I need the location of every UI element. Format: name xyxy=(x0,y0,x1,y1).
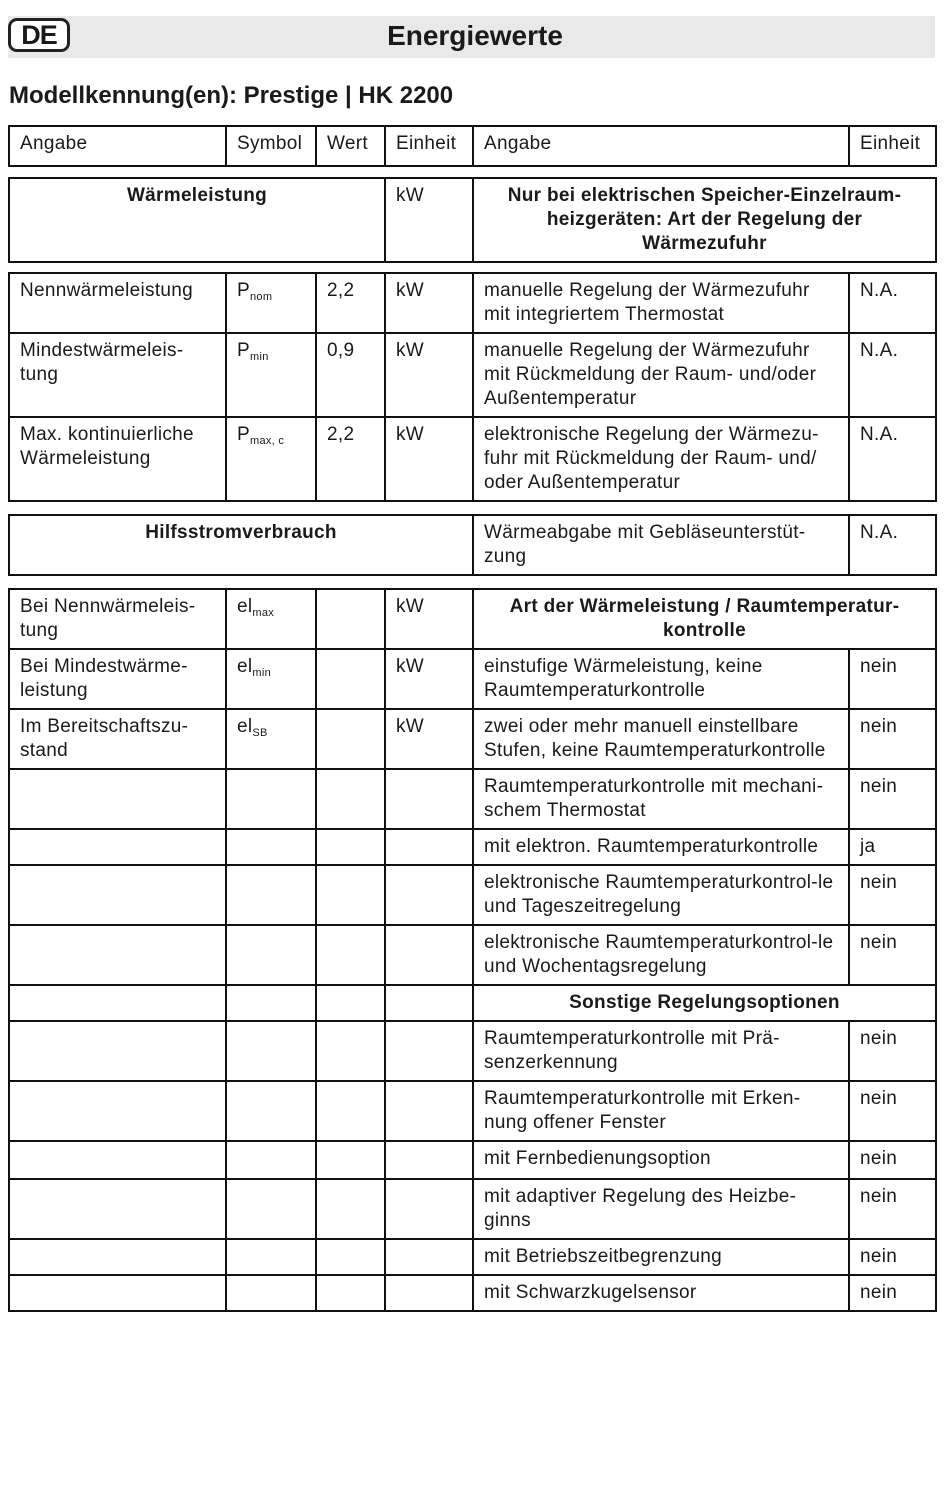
table-row xyxy=(9,649,936,709)
row-unit: kW xyxy=(385,649,473,709)
row-label: Nennwärmeleistung xyxy=(9,273,226,333)
row-right-value: N.A. xyxy=(849,273,936,333)
row-symbol: $P_{nom}$ xyxy=(226,273,316,333)
row-unit: kW xyxy=(385,709,473,769)
row-right-text: mit adaptiver Regelung des Heizbe-ginns xyxy=(473,1179,849,1239)
model-identifier: Modellkennung(en): Prestige | HK 2200 xyxy=(9,82,454,109)
row-right-text: mit Fernbedienungsoption xyxy=(473,1141,849,1179)
section-title-heat-output: Wärmeleistung xyxy=(9,178,385,262)
row-symbol: $el_{SB}$ xyxy=(226,709,316,769)
fan-assist-value: N.A. xyxy=(849,515,936,575)
row-right-text: manuelle Regelung der Wärmezufuhr mit integriertem Thermostat xyxy=(473,273,849,333)
table-row xyxy=(9,1179,936,1239)
heat-output-table xyxy=(8,272,937,502)
row-symbol: $P_{max, c}$ xyxy=(226,417,316,501)
section-title-aux: Hilfsstromverbrauch xyxy=(9,515,473,575)
row-value xyxy=(316,589,385,649)
table-row xyxy=(9,1021,936,1081)
table-row xyxy=(9,985,936,1021)
row-value: 0,9 xyxy=(316,333,385,417)
table-row xyxy=(9,709,936,769)
fan-assist-text: Wärmeabgabe mit Gebläseunterstüt-zung xyxy=(473,515,849,575)
row-unit: kW xyxy=(385,589,473,649)
col-header-wert: Wert xyxy=(316,126,385,166)
table-row xyxy=(9,925,936,985)
row-right-value: nein xyxy=(849,865,936,925)
table-row xyxy=(9,865,936,925)
row-right-text: einstufige Wärmeleistung, keine Raumtemperaturkontrolle xyxy=(473,649,849,709)
row-right-text: elektronische Regelung der Wärmezu-fuhr mit Rückmeldung der Raum- und/ oder Außentemperatur xyxy=(473,417,849,501)
storage-heater-control-title: Nur bei elektrischen Speicher-Einzelraum-heizgeräten: Art der Regelung der Wärmezufuhr xyxy=(473,178,936,262)
row-right-text: Raumtemperaturkontrolle mit Prä-senzerkennung xyxy=(473,1021,849,1081)
aux-control-table xyxy=(8,588,937,1312)
row-value: 2,2 xyxy=(316,273,385,333)
row-right-text: Raumtemperaturkontrolle mit Erken-nung offener Fenster xyxy=(473,1081,849,1141)
row-right-text: Raumtemperaturkontrolle mit mechani-schem Thermostat xyxy=(473,769,849,829)
table-row xyxy=(9,1081,936,1141)
col-header-angabe-right: Angabe xyxy=(473,126,849,166)
col-header-einheit: Einheit xyxy=(385,126,473,166)
row-right-value: nein xyxy=(849,709,936,769)
row-right-value: nein xyxy=(849,1239,936,1275)
row-right-text: elektronische Raumtemperaturkontrol-le und Tageszeitregelung xyxy=(473,865,849,925)
row-symbol: $el_{max}$ xyxy=(226,589,316,649)
row-unit: kW xyxy=(385,417,473,501)
row-unit: kW xyxy=(385,273,473,333)
row-right-value: nein xyxy=(849,1081,936,1141)
heat-output-unit: kW xyxy=(385,178,473,262)
row-value: 2,2 xyxy=(316,417,385,501)
table-row xyxy=(9,333,936,417)
row-right-value: nein xyxy=(849,1141,936,1179)
control-type-title: Art der Wärmeleistung / Raumtemperatur-kontrolle xyxy=(473,589,936,649)
row-label: Mindestwärmeleis-tung xyxy=(9,333,226,417)
table-row xyxy=(9,1141,936,1179)
language-badge: DE xyxy=(8,18,70,52)
row-label: Bei Mindestwärme-leistung xyxy=(9,649,226,709)
row-right-text: manuelle Regelung der Wärmezufuhr mit Rückmeldung der Raum- und/oder Außentemperatur xyxy=(473,333,849,417)
table-row xyxy=(9,829,936,865)
table-row xyxy=(9,1239,936,1275)
row-right-text: mit Schwarzkugelsensor xyxy=(473,1275,849,1311)
row-symbol: $P_{min}$ xyxy=(226,333,316,417)
row-right-text: mit elektron. Raumtemperaturkontrolle xyxy=(473,829,849,865)
row-right-value: nein xyxy=(849,1021,936,1081)
row-right-value: nein xyxy=(849,925,936,985)
row-right-text: zwei oder mehr manuell einstellbare Stufen, keine Raumtemperaturkontrolle xyxy=(473,709,849,769)
row-symbol: $el_{min}$ xyxy=(226,649,316,709)
column-header-table xyxy=(8,125,937,167)
row-right-value: nein xyxy=(849,649,936,709)
other-options-title: Sonstige Regelungsoptionen xyxy=(473,985,936,1021)
heat-output-title-table xyxy=(8,177,937,263)
table-row xyxy=(9,273,936,333)
row-unit: kW xyxy=(385,333,473,417)
row-right-value: N.A. xyxy=(849,333,936,417)
table-row xyxy=(9,769,936,829)
row-right-value: nein xyxy=(849,1275,936,1311)
row-right-text: elektronische Raumtemperaturkontrol-le und Wochentagsregelung xyxy=(473,925,849,985)
row-value xyxy=(316,709,385,769)
row-right-text: mit Betriebszeitbegrenzung xyxy=(473,1239,849,1275)
col-header-einheit-right: Einheit xyxy=(849,126,936,166)
row-right-value: ja xyxy=(849,829,936,865)
table-row xyxy=(9,1275,936,1311)
row-label: Max. kontinuierliche Wärmeleistung xyxy=(9,417,226,501)
col-header-angabe: Angabe xyxy=(9,126,226,166)
row-right-value: nein xyxy=(849,1179,936,1239)
row-right-value: N.A. xyxy=(849,417,936,501)
table-row xyxy=(9,417,936,501)
col-header-symbol: Symbol xyxy=(226,126,316,166)
row-right-value: nein xyxy=(849,769,936,829)
table-row xyxy=(9,589,936,649)
aux-title-table xyxy=(8,514,937,576)
row-label: Bei Nennwärmeleis-tung xyxy=(9,589,226,649)
row-value xyxy=(316,649,385,709)
row-label: Im Bereitschaftszu-stand xyxy=(9,709,226,769)
page-title: Energiewerte xyxy=(387,20,563,51)
